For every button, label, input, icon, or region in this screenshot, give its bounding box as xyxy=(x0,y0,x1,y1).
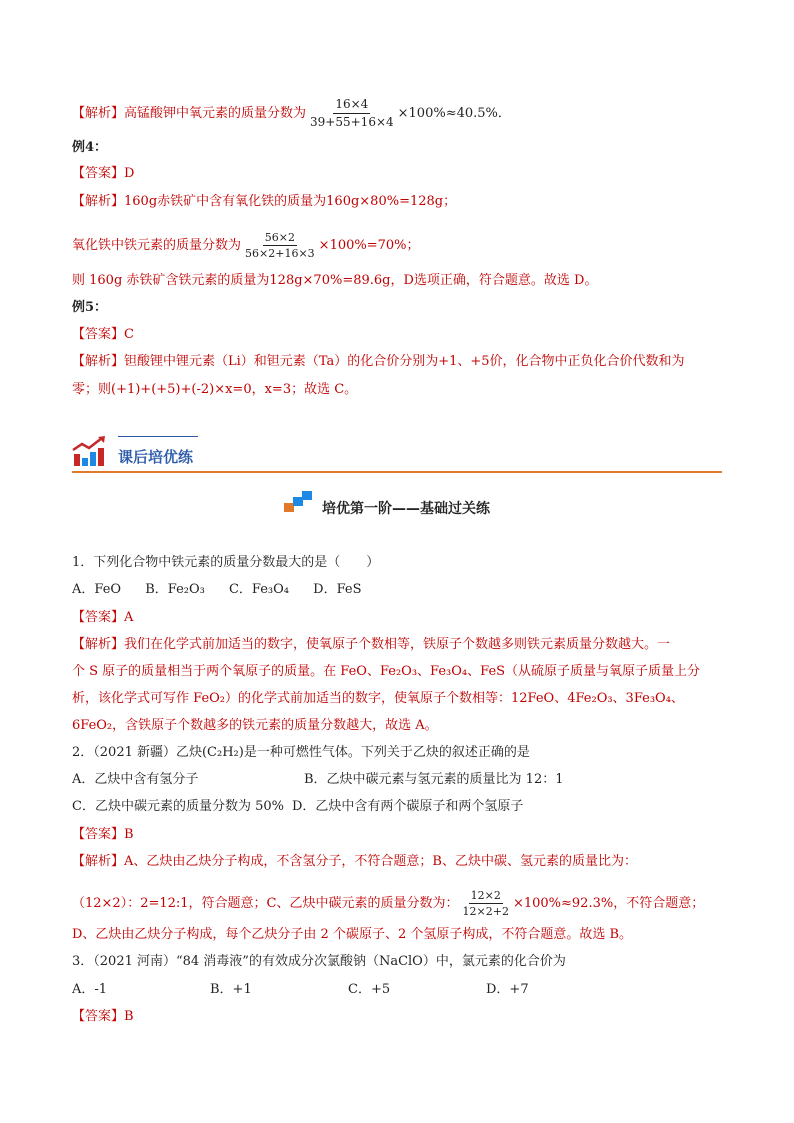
ex4-answer: D xyxy=(124,166,135,181)
q2-analysis-line3: D、乙炔由乙炔分子构成，每个乙炔分子由 2 个碳原子、2 个氢原子构成，不符合题意。故选 B。 xyxy=(72,927,633,942)
analysis-tag: 【解析】 xyxy=(72,854,125,869)
ex4-line2-tail: ×100%=70%； xyxy=(318,238,420,253)
section-subtitle: 培优第一阶——基础过关练 xyxy=(322,501,490,517)
ex4-line2-text: 氧化铁中铁元素的质量分数为 xyxy=(72,238,242,253)
ex3-tail: ×100%≈40.5%． xyxy=(397,106,511,121)
q2-analysis-line1 xyxy=(72,853,637,871)
fraction-denominator: 12×2+2 xyxy=(462,905,509,918)
ex4-analysis-line2 xyxy=(72,231,420,260)
q2-fraction xyxy=(461,889,511,918)
q1-analysis-line3: 析，该化学式可写作 FeO₂）的化学式前加适当的数字，使氧原子个数相等：12FeO、4Fe₂O₃、3Fe₃O₄、 xyxy=(72,691,684,706)
ex3-analysis-text: 高锰酸钾中氧元素的质量分数为 xyxy=(124,106,307,121)
q3-option-d: D．+7 xyxy=(486,982,529,997)
ex5-answer-line xyxy=(72,326,134,344)
ex4-analysis-line1 xyxy=(72,193,456,211)
ex4-line3-calc: 128g×70%=89.6g xyxy=(269,273,391,288)
q1-analysis-line1 xyxy=(72,636,670,654)
ex5-title: 例5： xyxy=(72,300,108,315)
q2-analysis-line2 xyxy=(72,889,704,918)
section-header-topline xyxy=(118,436,198,437)
q1-option-d: D．FeS xyxy=(313,582,362,597)
answer-tag: 【答案】 xyxy=(72,827,125,842)
answer-tag: 【答案】 xyxy=(72,327,125,342)
ex5-answer: C xyxy=(124,327,134,342)
ex4-line3-tail: ，D选项正确，符合题意。故选 D。 xyxy=(390,273,598,288)
analysis-tag: 【解析】 xyxy=(72,637,125,652)
q3-option-b: B．+1 xyxy=(210,982,252,997)
ex4-line3-text: 则 160g 赤铁矿含铁元素的质量为 xyxy=(72,273,270,288)
ex4-line1-text: 160g赤铁矿中含有氧化铁的质量为 xyxy=(124,194,327,209)
q3-option-a: A．-1 xyxy=(72,982,108,997)
q3-answer-line xyxy=(72,1008,134,1026)
q1-option-c: C．Fe₃O₄ xyxy=(228,582,290,597)
fraction-numerator: 12×2 xyxy=(470,889,501,902)
fraction-denominator: 39+55+16×4 xyxy=(310,115,394,129)
q1-option-b: B．Fe₂O₃ xyxy=(145,582,205,597)
q1-option-a: A．FeO xyxy=(72,582,122,597)
q1-answer-line xyxy=(72,609,133,627)
answer-tag: 【答案】 xyxy=(72,166,125,181)
q2-option-d: D．乙炔中含有两个碳原子和两个氢原子 xyxy=(291,799,524,814)
analysis-tag: 【解析】 xyxy=(72,106,125,121)
fraction-numerator: 16×4 xyxy=(333,97,370,114)
ex5-line1: 钽酸锂中锂元素（Li）和钽元素（Ta）的化合价分别为+1、+5价，化合物中正负化合价代数和为 xyxy=(124,354,685,369)
q3-option-c: C．+5 xyxy=(348,982,391,997)
q1-options xyxy=(72,581,362,599)
analysis-tag: 【解析】 xyxy=(72,354,125,369)
q3-stem: 3．（2021 河南）“84 消毒液”的有效成分次氯酸钠（NaClO）中，氯元素的化合价为 xyxy=(72,954,566,969)
ex4-fraction xyxy=(243,231,317,260)
fraction-denominator: 56×2+16×3 xyxy=(245,247,315,260)
q2-analysis-1: A、乙炔由乙炔分子构成，不含氢分子，不符合题意；B、乙炔中碳、氢元素的质量比为： xyxy=(124,854,637,869)
ex4-analysis-line3 xyxy=(72,272,597,290)
q1-analysis-line2: 个 S 原子的质量相当于两个氧原子的质量。在 FeO、Fe₂O₃、Fe₃O₄、FeS（从硫原子质量与氧原子质量上分 xyxy=(72,664,701,679)
q2-option-b: B．乙炔中碳元素与氢元素的质量比为 12：1 xyxy=(304,772,564,787)
q2-stem: 2．（2021 新疆）乙炔(C₂H₂)是一种可燃性气体。下列关于乙炔的叙述正确的是 xyxy=(72,745,530,760)
q2-option-c: C．乙炔中碳元素的质量分数为 50% xyxy=(72,799,284,814)
ex5-analysis-line2: 零；则(+1)+(+5)+(-2)×x=0，x=3；故选 C。 xyxy=(72,382,358,397)
q2-option-a: A．乙炔中含有氢分子 xyxy=(72,772,199,787)
q3-answer: B xyxy=(124,1009,134,1024)
q2-analysis-2-pre: （12×2）：2=12:1，符合题意；C、乙炔中碳元素的质量分数为： xyxy=(72,896,459,911)
analysis-tag: 【解析】 xyxy=(72,194,125,209)
q1-analysis-1: 我们在化学式前加适当的数字，使氧原子个数相等，铁原子个数越多则铁元素质量分数越大。一 xyxy=(124,637,671,652)
q2-option-cd xyxy=(72,798,523,816)
section-header-rule xyxy=(72,471,722,473)
stairs-icon xyxy=(284,489,318,513)
q1-answer: A xyxy=(124,610,134,625)
ex5-analysis-line1 xyxy=(72,353,685,371)
q1-analysis-line4: 6FeO₂，含铁原子个数越多的铁元素的质量分数越大，故选 A。 xyxy=(72,718,438,733)
answer-tag: 【答案】 xyxy=(72,610,125,625)
ex3-analysis-line xyxy=(72,97,511,130)
q1-stem: 1．下列化合物中铁元素的质量分数最大的是（ ） xyxy=(72,555,380,570)
answer-tag: 【答案】 xyxy=(72,1009,125,1024)
q2-answer: B xyxy=(124,827,134,842)
section-title: 课后培优练 xyxy=(118,448,194,466)
ex3-fraction xyxy=(308,97,396,130)
ex4-title: 例4： xyxy=(72,140,108,155)
q2-analysis-2-tail: ×100%≈92.3%，不符合题意； xyxy=(512,896,705,911)
fraction-numerator: 56×2 xyxy=(264,231,295,244)
q2-answer-line xyxy=(72,826,134,844)
ex4-answer-line xyxy=(72,165,134,183)
ex4-line1-calc: 160g×80%=128g； xyxy=(326,194,457,209)
chart-growth-icon xyxy=(72,436,108,468)
